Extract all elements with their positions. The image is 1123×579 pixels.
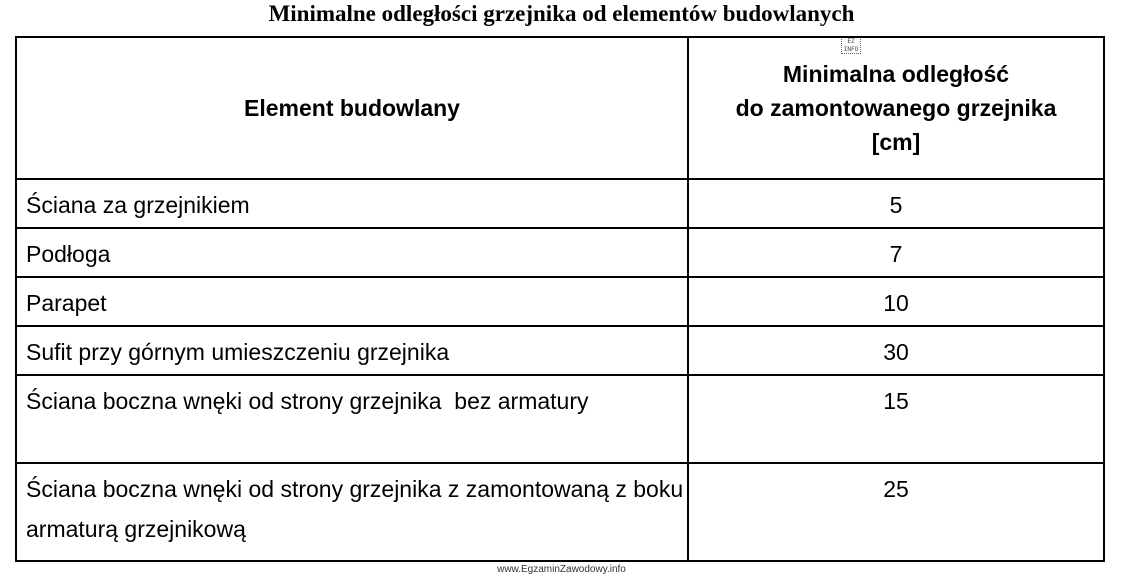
element-cell: Podłoga [16, 228, 688, 277]
table-row [16, 326, 1104, 375]
header-distance: Minimalna odległość do zamontowanego grzejnika [cm] [688, 37, 1104, 179]
table-row [16, 463, 1104, 561]
element-cell: Ściana boczna wnęki od strony grzejnika z zamontowaną z boku armaturą grzejnikową [16, 463, 688, 561]
value-cell: 7 [688, 228, 1104, 277]
table-row [16, 277, 1104, 326]
value-cell: 30 [688, 326, 1104, 375]
footer-url: www.EgzaminZawodowy.info [497, 564, 626, 575]
value-cell: 10 [688, 277, 1104, 326]
table-row [16, 375, 1104, 463]
table-header-row [16, 37, 1104, 179]
element-cell: Ściana za grzejnikiem [16, 179, 688, 228]
element-cell: Ściana boczna wnęki od strony grzejnika bez armatury [16, 375, 688, 463]
watermark-logo-icon: EZ INFO [841, 37, 861, 54]
value-cell: 5 [688, 179, 1104, 228]
element-cell: Parapet [16, 277, 688, 326]
value-cell: 25 [688, 463, 1104, 561]
distance-table [15, 36, 1105, 562]
table-row [16, 228, 1104, 277]
element-cell: Sufit przy górnym umieszczeniu grzejnika [16, 326, 688, 375]
table-row [16, 179, 1104, 228]
header-element: Element budowlany [16, 37, 688, 179]
page-title: Minimalne odległości grzejnika od elementów budowlanych [268, 1, 855, 26]
value-cell: 15 [688, 375, 1104, 463]
